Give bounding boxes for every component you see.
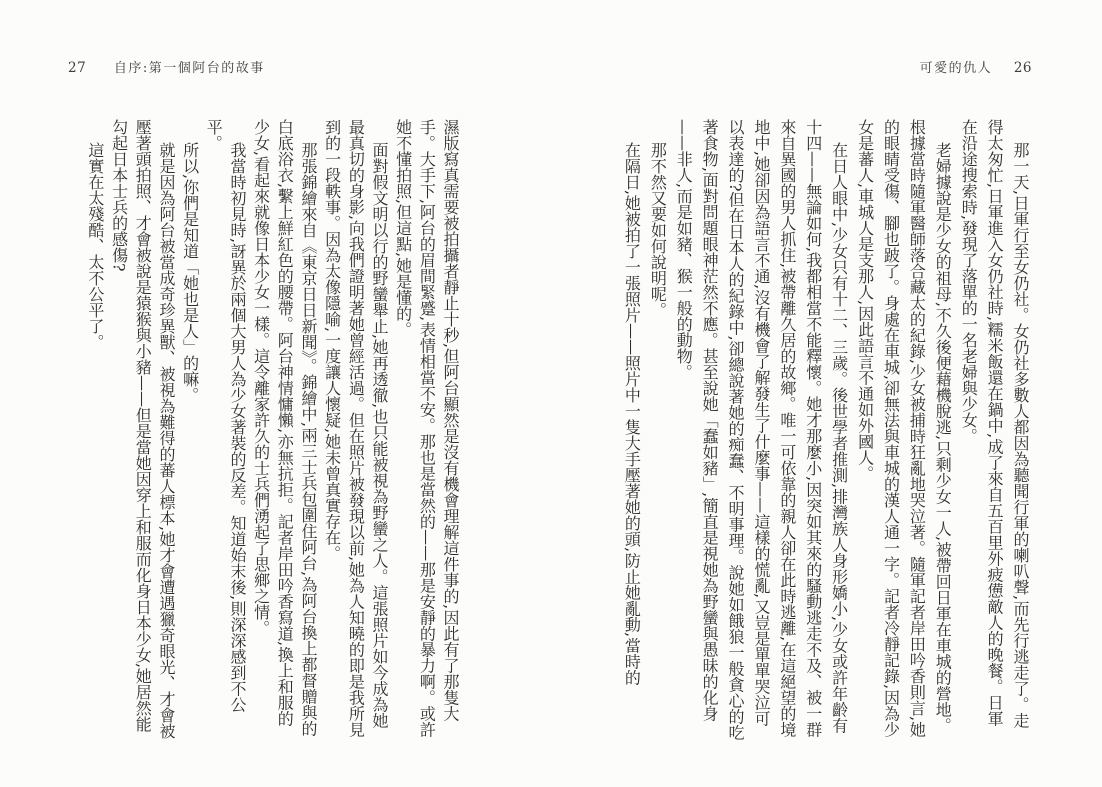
paragraph: 濕版寫真需要被拍攝者靜止十秒,但阿台顯然是沒有機會理解這件事的,因此有了那隻大手。大手下,阿台的眉間緊蹙,表情相當不安。那也是當然的——那是安靜的暴力啊。或許她不懂拍照,但這點,她是懂的。 bbox=[393, 119, 460, 738]
left-page-text bbox=[83, 119, 462, 741]
paragraph: 那不然又要如何說明呢。 bbox=[648, 142, 668, 319]
running-head-right bbox=[920, 57, 1032, 76]
right-page-text bbox=[618, 119, 1033, 741]
running-title-right: 可愛的仇人 bbox=[919, 61, 993, 76]
paragraph: 那一天,日軍行至女仍社。女仍社多數人都因為聽聞行軍的喇叭聲,而先行逃走了。走得太匆忙,日軍進入女仍社時,糯米飯還在鍋中,成了來自五百里外疲憊敵人的晚餐。日軍在沿途搜索時,發現了落單的一名老婦與少女。 bbox=[959, 119, 1030, 729]
paragraph: 在日人眼中,少女只有十二、三歲。後世學者推測,排灣族人身形嬌小,少女或許年齡有十四——無論如何,我都相當不能釋懷。她才那麼小,因突如其來的騷動逃走不及、被一群來自異國的男人抓住,被帶離久居的故鄉。唯一可依靠的親人卻在此時逃離,在這絕望的境地中,她卻因為語言不通,沒有機會了解發生了什麼事——這樣的慌亂,又豈是單單哭泣可以表達的?但在日本人的紀錄中,卻總說著她的痴蠢、不明事理。說她如餓狼一般貪心的吃著食物,面對問題眼神茫然不應。甚至說她「蠢如豬」,簡直是視她為野蠻與愚昧的化身——非人,而是如豬、猴一般的動物。 bbox=[674, 119, 849, 741]
running-head-left bbox=[68, 57, 265, 76]
paragraph: 這實在太殘酷、太不公平了。 bbox=[85, 142, 105, 351]
paragraph: 那張錦繪來自《東京日日新聞》。錦繪中,兩三士兵包圍住阿台,為阿台換上都督贈與的白底浴衣,繫上鮮紅色的腰帶。阿台神情慵懶,亦無抗拒。記者岸田吟香寫道,換上和服的少女,看起來就像日本少女一樣。這令離家許久的士兵們湧起了思鄉之情。 bbox=[251, 119, 318, 737]
paragraph: 老婦據說是少女的祖母,不久後便藉機脫逃,只剩少女一人,被帶回日軍在車城的營地。根據當時隨軍醫師落合藏太的紀錄,少女被捕時狂亂地哭泣著。隨軍記者岸田吟香則言,她的眼睛受傷、腳也跛了。身處在車城,卻無法與車城的漢人通一字。記者冷靜記錄,因為少女是蕃人,車城人是支那人,因此語言不通如外國人。 bbox=[855, 119, 953, 738]
paragraph: 在隔日,她被拍了一張照片——照片中一隻大手壓著她的頭,防止她亂動,當時的 bbox=[622, 142, 642, 686]
running-title-left: 自序:第一個阿台的故事 bbox=[113, 61, 265, 76]
paragraph: 我當時初見時,訝異於兩個大男人為少女著裝的反差。知道始末後,則深深感到不公平。 bbox=[204, 119, 247, 713]
paragraph: 所以,你們是知道「她也是人」的嘛。 bbox=[180, 142, 200, 404]
page-number-left: 27 bbox=[68, 60, 87, 76]
paragraph: 就是因為阿台被當成奇珍異獸、被視為難得的蕃人標本,她才會遭遇獵奇眼光、才會被壓著頭拍照、才會被說是猿猴與小豬——但是當她因穿上和服而化身日本少女,她居然能勾起日本士兵的感傷? bbox=[109, 119, 176, 740]
paragraph: 面對假文明以行的野蠻舉止,她再透徹,也只能被視為野蠻之人。這張照片如今成為她最真切的身影,向我們證明著她曾經活過。但在照片被發現以前,她為人知曉的即是我所見到的一段軼事。因為太像隱喻,一度讓人懷疑,她未曾真實存在。 bbox=[322, 119, 389, 738]
page-number-right: 26 bbox=[1013, 60, 1032, 76]
